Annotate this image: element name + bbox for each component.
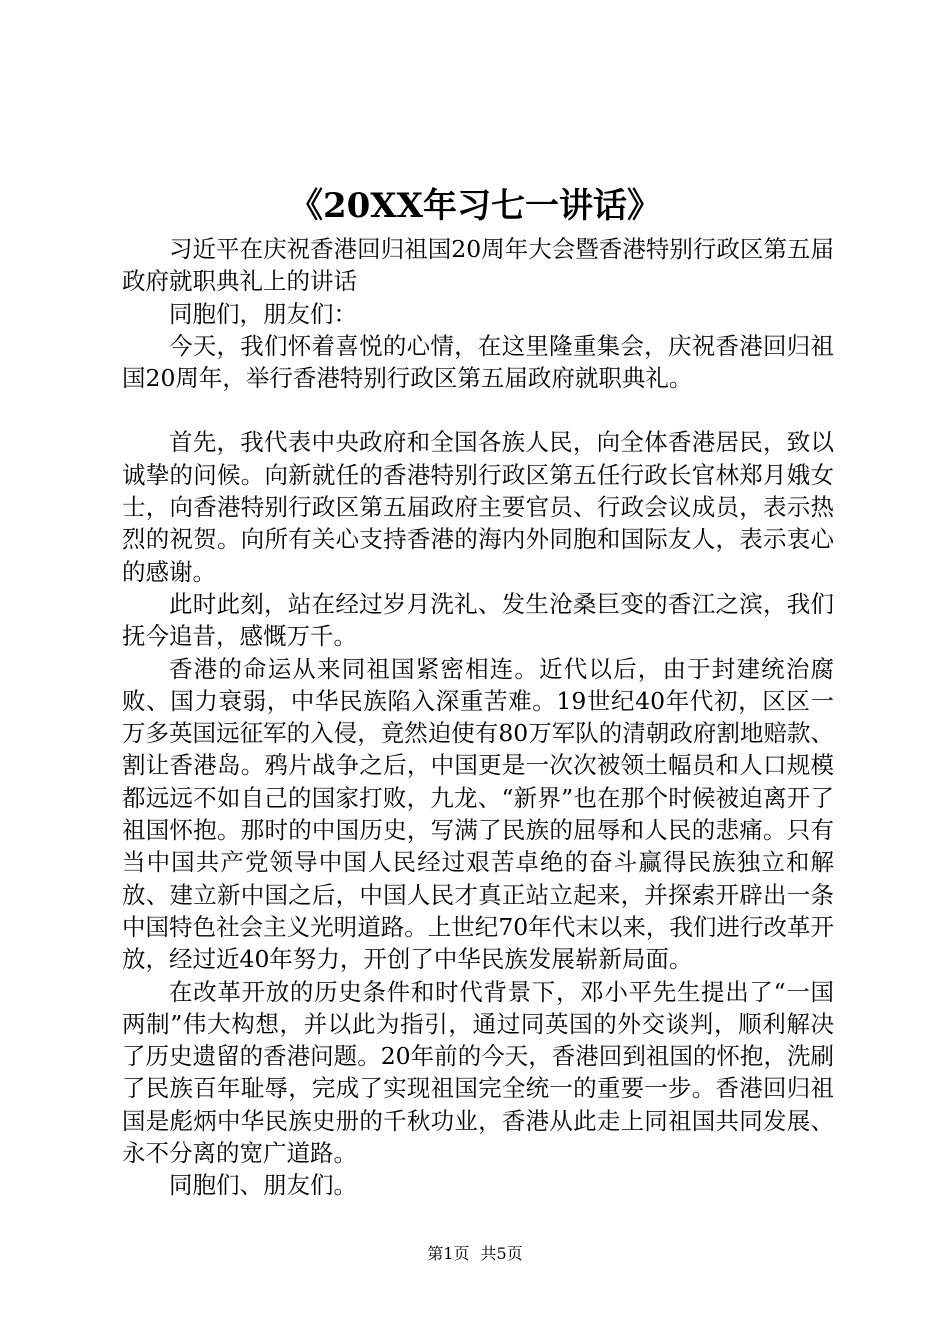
paragraph-salutation: 同胞们，朋友们：: [169, 299, 357, 328]
paragraph-one-country-two-systems: 在改革开放的历史条件和时代背景下，邓小平先生提出了“一国两制”伟大构想，并以此为指引，通过同英国的外交谈判，顺利解决了历史遗留的香港问题。20年前的今天，香港回到祖国的怀抱，洗刷了民族百年耻辱，完成了实现祖国完全统一的重要一步。香港回归祖国是彪炳中华民族史册的千秋功业，香港从此走上同祖国共同发展、永不分离的宽广道路。: [122, 977, 834, 1168]
paragraph-reflection: 此时此刻，站在经过岁月洗礼、发生沧桑巨变的香江之滨，我们抚今追昔，感慨万千。: [122, 589, 834, 651]
document-title: 《20XX年习七一讲话》: [288, 186, 662, 226]
page-footer: [0, 1244, 950, 1264]
paragraph-greetings: 首先，我代表中央政府和全国各族人民，向全体香港居民，致以诚挚的问候。向新就任的香港特别行政区第五任行政长官林郑月娥女士，向香港特别行政区第五届政府主要官员、行政会议成员，表示热烈的祝贺。向所有关心支持香港的海内外同胞和国际友人，表示衷心的感谢。: [122, 428, 834, 586]
paragraph-opening: 今天，我们怀着喜悦的心情，在这里隆重集会，庆祝香港回归祖国20周年，举行香港特别行政区第五届政府就职典礼。: [122, 331, 834, 393]
page-number: 第1页: [427, 1244, 470, 1263]
document-body: [122, 233, 834, 1202]
paragraph-history: 香港的命运从来同祖国紧密相连。近代以后，由于封建统治腐败、国力衰弱，中华民族陷入深重苦难。19世纪40年代初，区区一万多英国远征军的入侵，竟然迫使有80万军队的清朝政府割地赔款、割让香港岛。鸦片战争之后，中国更是一次次被领土幅员和人口规模都远远不如自己的国家打败，九龙、“新界”也在那个时候被迫离开了祖国怀抱。那时的中国历史，写满了民族的屈辱和人民的悲痛。只有当中国共产党领导中国人民经过艰苦卓绝的奋斗赢得民族独立和解放、建立新中国之后，中国人民才真正站立起来，并探索开辟出一条中国特色社会主义光明道路。上世纪70年代末以来，我们进行改革开放，经过近40年努力，开创了中华民族发展崭新局面。: [122, 654, 834, 974]
paragraph-speech-heading: 习近平在庆祝香港回归祖国20周年大会暨香港特别行政区第五届政府就职典礼上的讲话: [122, 235, 834, 296]
paragraph-salutation-2: 同胞们、朋友们。: [169, 1171, 357, 1200]
page-total: 共5页: [480, 1244, 523, 1263]
